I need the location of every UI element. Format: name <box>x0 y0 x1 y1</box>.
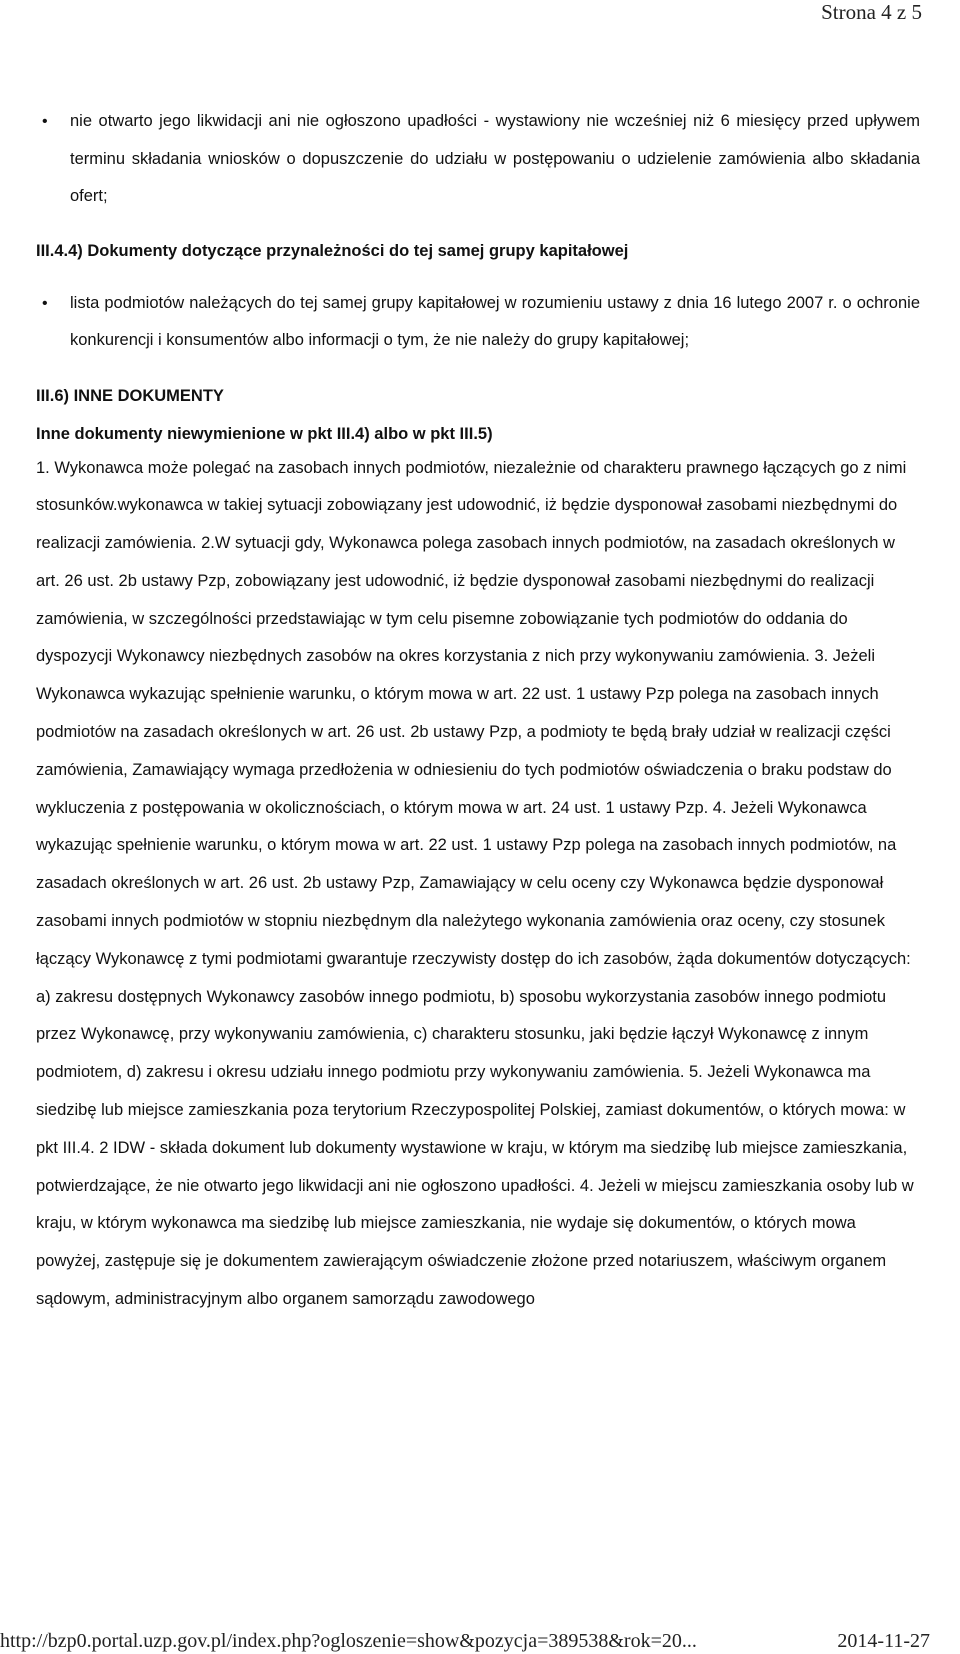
bullet-text: lista podmiotów należących do tej samej grupy kapitałowej w rozumieniu ustawy z dnia 16 lutego 2007 r. o ochronie konkurencji i konsumentów albo informacji o tym, że nie należy do grupy kapitałowej; <box>70 293 920 349</box>
section-heading-iii-6: III.6) INNE DOKUMENTY <box>36 386 224 405</box>
bullet-dot-icon: • <box>42 113 48 130</box>
section-subheading-iii-6: Inne dokumenty niewymienione w pkt III.4) albo w pkt III.5) <box>36 424 493 443</box>
footer-url: http://bzp0.portal.uzp.gov.pl/index.php?ogloszenie=show&pozycja=389538&rok=20... <box>0 1630 697 1652</box>
bullet-item-liquidation <box>36 103 920 216</box>
section-body-text: 1. Wykonawca może polegać na zasobach innych podmiotów, niezależnie od charakteru prawnego łączących go z nimi stosunków.wykonawca w takiej sytuacji zobowiązany jest udowodnić, iż będzie dysponował zasobami niezbędnymi do realizacji zamówienia. 2.W sytuacji gdy, Wykonawca polega zasobach innych podmiotów, na zasadach określonych w art. 26 ust. 2b ustawy Pzp, zobowiązany jest udowodnić, iż będzie dysponował zasobami niezbędnymi do realizacji zamówienia, w szczególności przedstawiając w tym celu pisemne zobowiązanie tych podmiotów do oddania do dyspozycji Wykonawcy niezbędnych zasobów na okres korzystania z nich przy wykonywaniu zamówienia. 3. Jeżeli Wykonawca wykazując spełnienie warunku, o którym mowa w art. 22 ust. 1 ustawy Pzp polega na zasobach innych podmiotów na zasadach określonych w art. 26 ust. 2b ustawy Pzp, a podmioty te będą brały udział w realizacji części zamówienia, Zamawiający wymaga przedłożenia w odniesieniu do tych podmiotów oświadczenia o braku podstaw do wykluczenia z postępowania w okolicznościach, o którym mowa w art. 24 ust. 1 ustawy Pzp. 4. Jeżeli Wykonawca wykazując spełnienie warunku, o którym mowa w art. 22 ust. 1 ustawy Pzp polega na zasobach innych podmiotów, na zasadach określonych w art. 26 ust. 2b ustawy Pzp, Zamawiający w celu oceny czy Wykonawca będzie dysponował zasobami innych podmiotów w stopniu niezbędnym dla należytego wykonania zamówienia oraz oceny, czy stosunek łączący Wykonawcę z tymi podmiotami gwarantuje rzeczywisty dostęp do ich zasobów, żąda dokumentów dotyczących: a) zakresu dostępnych Wykonawcy zasobów innego podmiotu, b) sposobu wykorzystania zasobów innego podmiotu przez Wykonawcę, przy wykonywaniu zamówienia, c) charakteru stosunku, jaki będzie łączył Wykonawcę z innym podmiotem, d) zakresu i okresu udziału innego podmiotu przy wykonywaniu zamówienia. 5. Jeżeli Wykonawca ma siedzibę lub miejsce zamieszkania poza terytorium Rzeczypospolitej Polskiej, zamiast dokumentów, o których mowa: w pkt III.4. 2 IDW - składa dokument lub dokumenty wystawione w kraju, w którym ma siedzibę lub miejsce zamieszkania, potwierdzające, że nie otwarto jego likwidacji ani nie ogłoszono upadłości. 4. Jeżeli w miejscu zamieszkania osoby lub w kraju, w którym wykonawca ma siedzibę lub miejsce zamieszkania, nie wydaje się dokumentów, o których mowa powyżej, zastępuje się je dokumentem zawierającym oświadczenie złożone przed notariuszem, właściwym organem sądowym, administracyjnym albo organem samorządu zawodowego <box>36 458 914 1309</box>
section-heading-iii-4-4: III.4.4) Dokumenty dotyczące przynależności do tej samej grupy kapitałowej <box>36 241 629 260</box>
page-number: Strona 4 z 5 <box>821 0 922 24</box>
page-footer <box>0 1628 960 1654</box>
footer-date: 2014-11-27 <box>837 1630 930 1652</box>
document-content <box>36 103 920 1319</box>
bullet-dot-icon: • <box>42 294 48 312</box>
bullet-item-capital-group <box>36 285 920 360</box>
bullet-text: nie otwarto jego likwidacji ani nie ogłoszono upadłości - wystawiony nie wcześniej niż 6 miesięcy przed upływem terminu składania wniosków o dopuszczenie do udziału w postępowaniu o udzielenie zamówienia albo składania ofert; <box>70 112 920 205</box>
